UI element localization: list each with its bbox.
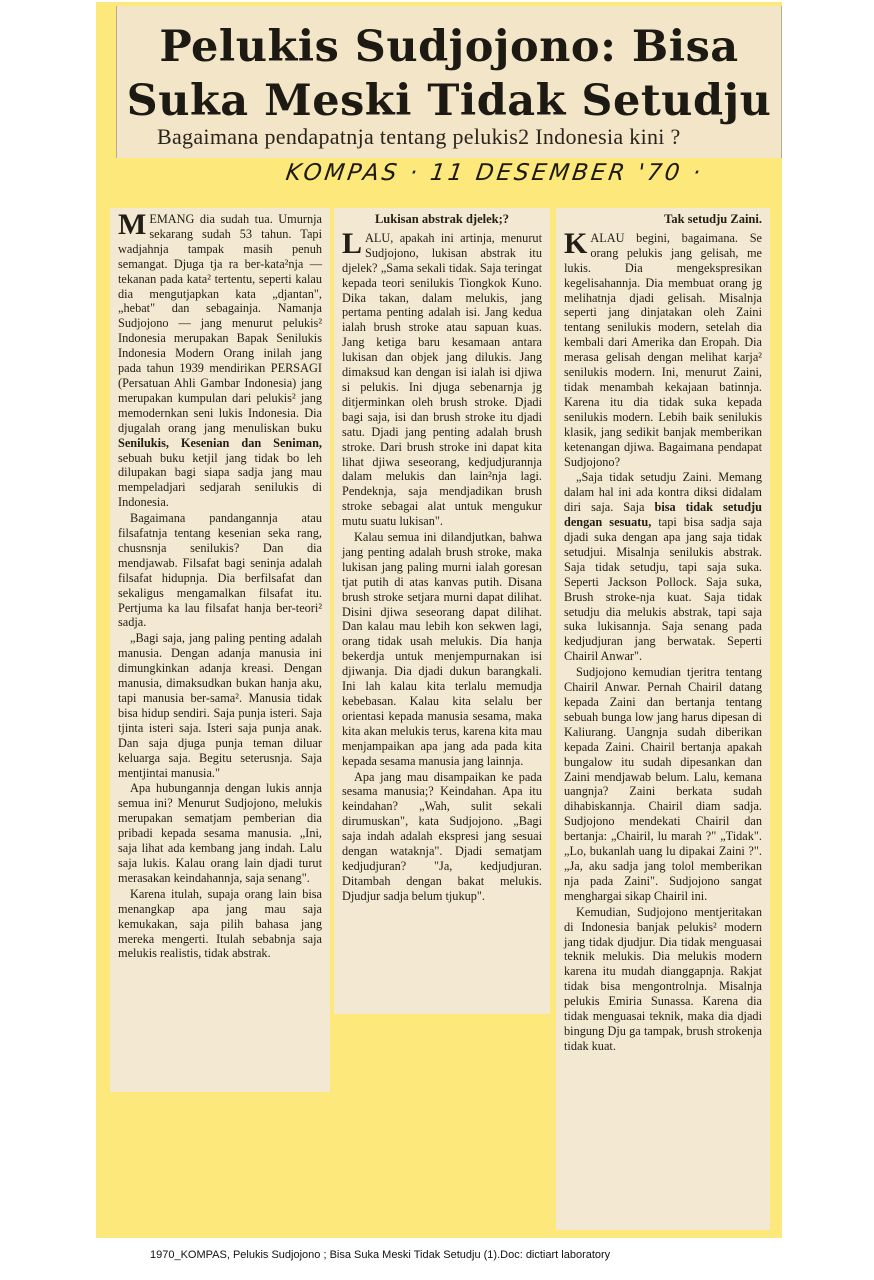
paragraph-text: EMANG dia sudah tua. Umurnja sekarang sudah 53 tahun. Tapi wadjahnja tampak masih penuh semangat. Djuga tja ra ber-kata²nja — tekanan pada kata² tertentu, seperti kalau dia mengutjapkan kata „djantan", „hebat" dan sebagainja. Namanja Sudjojono — jang menurut pelukis² Indonesia merupakan Bapak Senilukis Indonesia Modern Orang inilah jang pada tahun 1939 mendirikan PERSAGI (Persatuan Ahli Gambar Indonesia) jang merupakan kumpulan dari pelukis² jang memodernkan seni lukis Indonesia. Dia djugalah orang jang menuliskan buku xyxy=(118,212,322,435)
paragraph-text: ALU, apakah ini artinja, menurut Sudjojono, lukisan abstrak itu djelek? „Sama sekali tidak. Saja teringat kepada teori senilukis Tiongkok Kuno. Dika takan, dalam melukis, jang pertama penting adalah isi. Jang kedua ialah brush stroke atau sapuan kuas. Jang ketiga baru kesamaan antara lukisan dan objek jang dilukis. Jang dimaksud kan dengan isi ialah isi djiwa si pelukis. Ini djuga sebenarnja jg ditjerminkan oleh brush stroke. Djadi bagi saja, isi dan brush stroke itu djadi satu. Djadi jang penting adalah brush stroke. Dari brush stroke ini dapat kita lihat djiwa seseorang, kedjudjurannja dalam melukis dan lain²nja lagi. Pendeknja, saja mendjadikan brush stroke sebagai alat untuk mengukur mutu suatu lukisan". xyxy=(342,230,542,529)
paragraph xyxy=(564,226,762,470)
paragraph xyxy=(564,470,762,664)
paragraph-text: ALAU begini, bagaimana. Se orang pelukis jang gelisah, me lukis. Dia mengekspresikan kegelisahannja. Dia membuat orang jg melihatnja djadi gelisah. Misalnja seperti jang dinjatakan oleh Zaini tentang senilukis modern, setelah dia kembali dari Amerika dan Eropah. Dia merasa gelisah dengan melihat karja² senilukis modern. Ini, menurut Zaini, tidak menambah kekajaan batinnja. Karena itu dia tidak suka kepada senilukis modern. Lebih baik senilukis klasik, jang sedikit banjak memberikan ketenangan djiwa. Bagaimana pendapat Sudjojono? xyxy=(564,230,762,469)
article-column-3 xyxy=(556,208,770,1230)
headline-line-1: Pelukis Sudjojono: Bisa xyxy=(159,22,739,72)
paragraph: Kalau semua ini dilandjutkan, bahwa jang penting adalah brush stroke, maka lukisan jang paling murni ialah goresan tjat putih di atas kanvas putih. Disana brush stroke setjara murni dapat dilihat. Disini djiwa seseorang dapat dilihat. Dan kalau mau lebih kon sekwen lagi, orang tidak usah melukis. Dia hanja bekerdja untuk menjempurnakan isi djiwanja. Dia djadi dukun barangkali. Ini lah kalau kita terlalu memudja kebebasan. Kalau kita selalu ber orientasi kepada manusia sesama, maka kita akan melukis terus, karena kita mau menjampaikan apa jang ada pada kita kepada sesama manusia jang lainnja. xyxy=(342,530,542,768)
paragraph: „Bagi saja, jang paling penting adalah manusia. Dengan adanja manusia ini dimungkinkan adanja kreasi. Dengan manusia, dimaksudkan bukan hanja aku, tapi manusia ber-sama². Manusia tidak bisa hidup sendiri. Saja punja isteri. Saja tjinta isteri saja. Isteri saja punja anak. Dan saja djuga punja teman diluar keluarga saja. Begitu seterusnja. Saja mentjintai manusia." xyxy=(118,631,322,780)
paragraph: Apa jang mau disampaikan ke pada sesama manusia;? Keindahan. Apa itu keindahan? „Wah, sulit sekali dirumuskan", kata Sudjojono. „Bagi saja indah adalah ekspresi jang sesuai dengan wataknja". Djadi sematjam kedjudjuran? "Ja, kedjudjuran. Ditambah dengan bakat melukis. Djudjur sadja belum tjukup". xyxy=(342,769,542,903)
paragraph: Bagaimana pandangannja atau filsafatnja tentang kesenian seka rang, chusnsnja senilukis? Dan dia mendjawab. Filsafat bagi seninja adalah filsafat hidupnja. Dia berfilsafat dan sekaligus mengamalkan filsafat itu. Pertjuma ka lau filsafat hanja ber-teori² sadja. xyxy=(118,511,322,630)
subtitle: Bagaimana pendapatnja tentang pelukis2 Indonesia kini ? xyxy=(157,124,681,149)
dropcap: L xyxy=(342,226,363,260)
headline-box xyxy=(116,6,782,158)
headline-line-2: Suka Meski Tidak Setudju xyxy=(126,76,772,126)
dropcap: K xyxy=(564,226,588,260)
paragraph: Karena itulah, supaja orang lain bisa menangkap apa jang mau saja kemukakan, saja pilih bahasa jang mereka mengerti. Itulah sebabnja saja melukis realistis, tidak abstrak. xyxy=(118,886,322,961)
paragraph: Kemudian, Sudjojono mentjeritakan di Indonesia banjak pelukis² modern jang tidak djudjur. Dia tidak menguasai teknik melukis. Dia melukis modern karena itu mudah dianggapnja. Rakjat tidak bisa mengontrolnja. Misalnja pelukis Emiria Sunassa. Karena dia tidak menguasai teknik, maka dia djadi bingung Dju ga tampak, brush strokenja tidak kuat. xyxy=(564,904,762,1053)
article-column-1 xyxy=(110,208,330,1092)
paragraph xyxy=(118,208,322,510)
column-heading: Tak setudju Zaini. xyxy=(664,212,762,226)
paragraph-text: „Saja tidak setudju Zaini. Memang dalam hal ini ada kontra diksi didalam diri saja. Saja xyxy=(564,470,762,515)
paragraph xyxy=(342,226,542,529)
source-date-handwritten: KOMPAS · 11 DESEMBER '70 · xyxy=(284,160,705,186)
paragraph: Sudjojono kemudian tjeritra tentang Chairil Anwar. Pernah Chairil datang kepada Zaini dan bertanja tentang sebuah bunga low jang harus dipesan di Kaliurang. Uangnja sudah diberikan kepada Zaini. Chairil bertanja apakah bungalow itu sudah dipesankan dan Zaini mendjawab belum. Lalu, kemana uangnja? Zaini berkata sudah dihabiskannja. Chairil diam sadja. Sudjojono mendekati Chairil dan bertanja: „Chairil, lu marah ?" „Tidak". „Lo, bukanlah uang lu dipakai Zaini ?". „Ja, aku sadja jang tolol memberikan nja pada Zaini". Sudjojono sangat menghargai sikap Chairil ini. xyxy=(564,665,762,903)
book-title: Senilukis, Kesenian dan Seniman, xyxy=(118,435,322,450)
bold-phrase: bisa tidak setudju dengan sesuatu, xyxy=(564,500,762,530)
article-column-2 xyxy=(334,208,550,1014)
paragraph-text: sebuah buku ketjil jang tidak bo leh dilupakan bagi siapa sadja jang mau mempeladjari sedjarah senilukis di Indonesia. xyxy=(118,450,322,510)
column-heading: Lukisan abstrak djelek;? xyxy=(374,212,510,226)
paragraph-text: tapi bisa sadja saja djadi suka dengan apa jang saja tidak setudjui. Misalnja senilukis abstrak. Saja tidak setudju, tapi saja suka. Seperti Jackson Pollock. Saja suka, Brush stroke-nja kuat. Saja tidak setudju dia melukis abstrak, tapi saja suka lukisannja. Saja senang pada kedjudjuran jang berwatak. Seperti Chairil Anwar". xyxy=(564,515,762,664)
dropcap: M xyxy=(118,208,147,241)
document-footer-caption: 1970_KOMPAS, Pelukis Sudjojono ; Bisa Suka Meski Tidak Setudju (1).Doc: dictiart laboratory xyxy=(150,1249,611,1261)
paragraph: Apa hubungannja dengan lukis annja semua ini? Menurut Sudjojono, melukis merupakan sematjam pemberian dia pribadi kepada sesama manusia. „Ini, saja lihat ada kembang jang indah. Lalu saja lukis. Kalau orang lain djadi turut merasakan keindahannja, saja senang". xyxy=(118,781,322,885)
